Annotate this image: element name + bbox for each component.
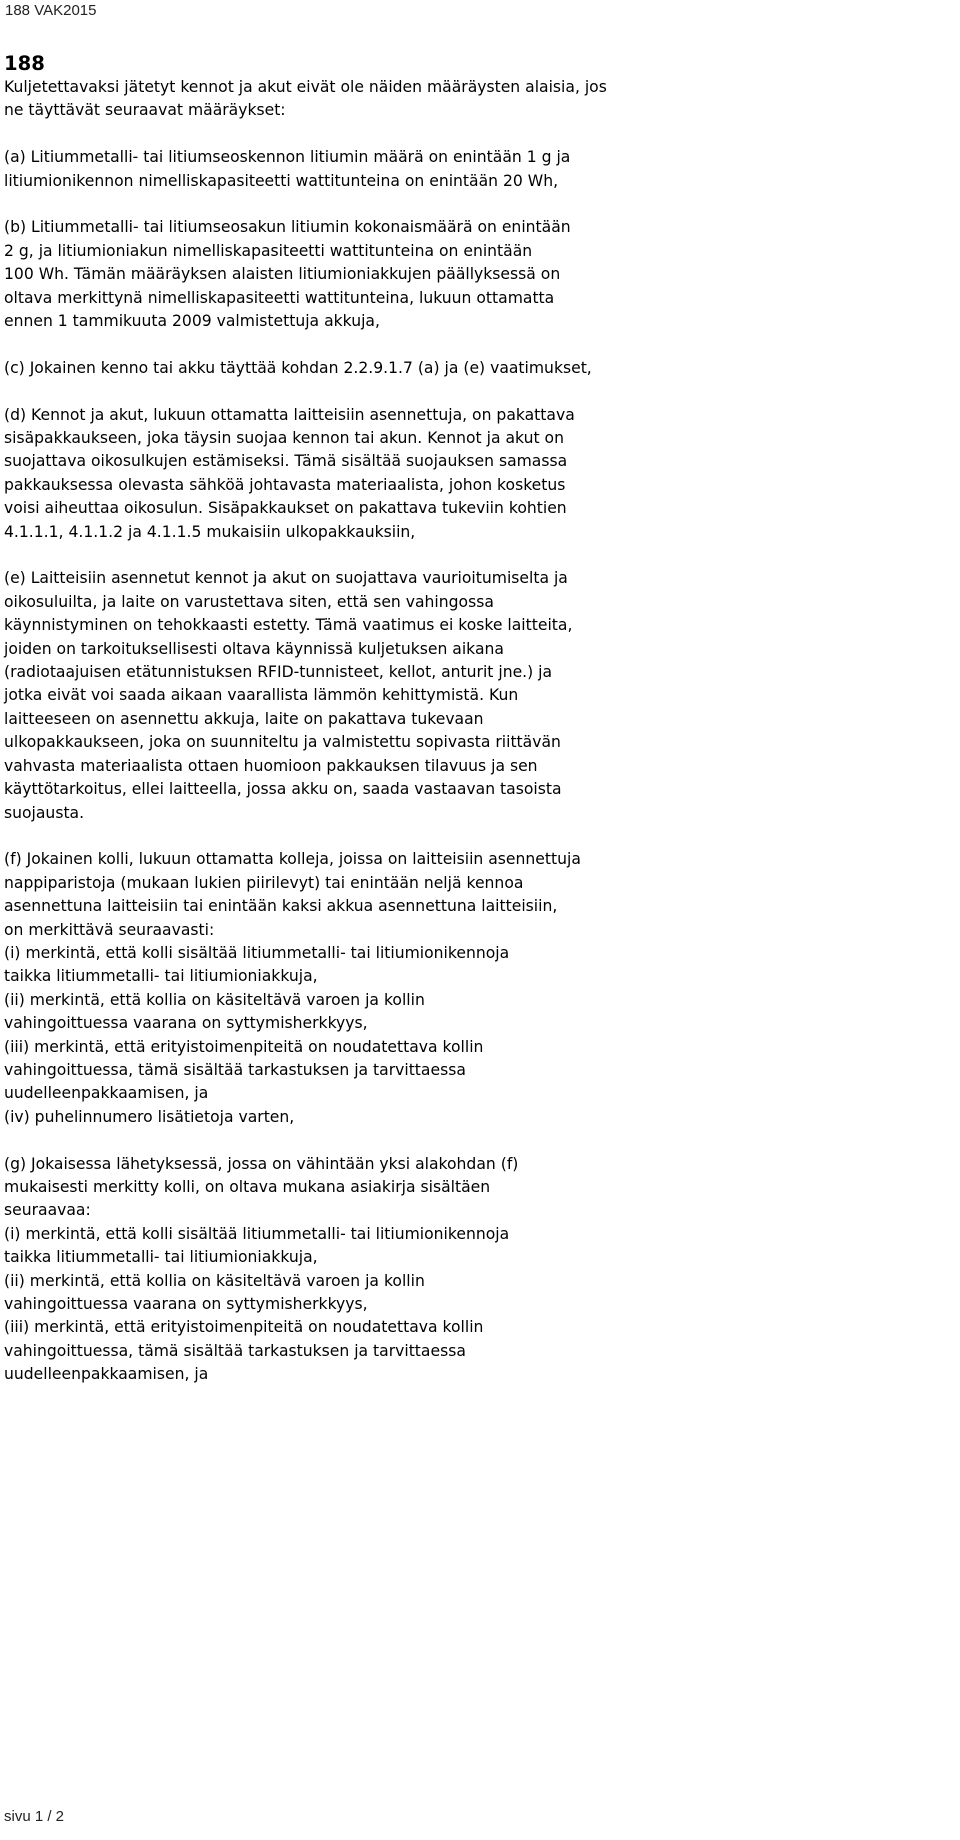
document-paragraph (4, 76, 954, 123)
paragraph-line: suojausta. (4, 803, 85, 822)
document-paragraph (4, 404, 954, 544)
page-header-title: 188 VAK2015 (5, 2, 97, 19)
paragraph-line: joiden on tarkoituksellisesti oltava käynnissä kuljetuksen aikana (4, 639, 504, 658)
paragraph-line: (e) Laitteisiin asennetut kennot ja akut on suojattava vaurioitumiselta ja (4, 569, 568, 588)
paragraph-line: vahingoittuessa vaarana on syttymisherkkyys, (4, 1014, 368, 1033)
paragraph-line: litiumionikennon nimelliskapasiteetti wattitunteina on enintään 20 Wh, (4, 171, 559, 190)
paragraph-line: vahvasta materiaalista ottaen huomioon pakkauksen tilavuus ja sen (4, 756, 538, 775)
paragraph-line: 4.1.1.1, 4.1.1.2 ja 4.1.1.5 mukaisiin ulkopakkauksiin, (4, 522, 416, 541)
paragraph-line: (ii) merkintä, että kollia on käsiteltävä varoen ja kollin (4, 990, 425, 1009)
paragraph-line: (b) Litiummetalli- tai litiumseosakun litiumin kokonaismäärä on enintään (4, 218, 571, 237)
paragraph-line: mukaisesti merkitty kolli, on oltava mukana asiakirja sisältäen (4, 1177, 491, 1196)
paragraph-line: uudelleenpakkaamisen, ja (4, 1365, 209, 1384)
paragraph-line: (c) Jokainen kenno tai akku täyttää kohdan 2.2.9.1.7 (a) ja (e) vaatimukset, (4, 358, 592, 377)
paragraph-line: 100 Wh. Tämän määräyksen alaisten litiumioniakkujen päällyksessä on (4, 265, 561, 284)
paragraph-line: (iv) puhelinnumero lisätietoja varten, (4, 1107, 295, 1126)
paragraph-line: nappiparistoja (mukaan lukien piirilevyt) tai enintään neljä kennoa (4, 873, 524, 892)
paragraph-line: laitteeseen on asennettu akkuja, laite on pakattava tukevaan (4, 709, 484, 728)
paragraph-line: (i) merkintä, että kolli sisältää litiummetalli- tai litiumionikennoja (4, 943, 510, 962)
page-footer-label: sivu 1 / 2 (4, 1808, 65, 1825)
paragraph-line: 2 g, ja litiumioniakun nimelliskapasiteetti wattitunteina on enintään (4, 241, 533, 260)
paragraph-line: vahingoittuessa, tämä sisältää tarkastuksen ja tarvittaessa (4, 1341, 466, 1360)
paragraph-line: taikka litiummetalli- tai litiumioniakkuja, (4, 967, 318, 986)
paragraph-line: (iii) merkintä, että erityistoimenpiteitä on noudatettava kollin (4, 1037, 484, 1056)
paragraph-line: (a) Litiummetalli- tai litiumseoskennon litiumin määrä on enintään 1 g ja (4, 148, 571, 167)
paragraph-line: sisäpakkaukseen, joka täysin suojaa kennon tai akun. Kennot ja akut on (4, 429, 564, 448)
paragraph-line: pakkauksessa olevasta sähköä johtavasta materiaalista, johon kosketus (4, 475, 566, 494)
paragraph-line: oltava merkittynä nimelliskapasiteetti wattitunteina, lukuun ottamatta (4, 288, 555, 307)
paragraph-line: vahingoittuessa vaarana on syttymisherkkyys, (4, 1295, 368, 1314)
paragraph-line: (radiotaajuisen etätunnistuksen RFID-tunnisteet, kellot, anturit jne.) ja (4, 663, 553, 682)
paragraph-line: voisi aiheuttaa oikosulun. Sisäpakkaukset on pakattava tukeviin kohtien (4, 499, 567, 518)
paragraph-line: (iii) merkintä, että erityistoimenpiteitä on noudatettava kollin (4, 1318, 484, 1337)
document-paragraph (4, 848, 954, 1129)
paragraph-line: (f) Jokainen kolli, lukuun ottamatta kolleja, joissa on laitteisiin asennettuja (4, 850, 581, 869)
paragraph-line: uudelleenpakkaamisen, ja (4, 1084, 209, 1103)
paragraph-line: vahingoittuessa, tämä sisältää tarkastuksen ja tarvittaessa (4, 1060, 466, 1079)
paragraph-line: (ii) merkintä, että kollia on käsiteltävä varoen ja kollin (4, 1271, 425, 1290)
paragraph-line: seuraavaa: (4, 1201, 91, 1220)
paragraph-line: Kuljetettavaksi jätetyt kennot ja akut eivät ole näiden määräysten alaisia, jos (4, 78, 607, 96)
document-paragraph (4, 1153, 954, 1387)
paragraph-line: (d) Kennot ja akut, lukuun ottamatta laitteisiin asennettuja, on pakattava (4, 405, 575, 424)
paragraph-line: oikosuluilta, ja laite on varustettava siten, että sen vahingossa (4, 592, 494, 611)
document-paragraph (4, 216, 954, 333)
paragraph-line: (g) Jokaisessa lähetyksessä, jossa on vähintään yksi alakohdan (f) (4, 1154, 519, 1173)
paragraph-line: taikka litiummetalli- tai litiumioniakkuja, (4, 1248, 318, 1267)
paragraph-line: ulkopakkaukseen, joka on suunniteltu ja valmistettu sopivasta riittävän (4, 733, 561, 752)
document-body (4, 76, 954, 1410)
paragraph-line: suojattava oikosulkujen estämiseksi. Tämä sisältää suojauksen samassa (4, 452, 568, 471)
paragraph-line: käynnistyminen on tehokkaasti estetty. Tämä vaatimus ei koske laitteita, (4, 616, 573, 635)
paragraph-line: ne täyttävät seuraavat määräykset: (4, 101, 286, 120)
document-paragraph (4, 567, 954, 824)
paragraph-line: on merkittävä seuraavasti: (4, 920, 215, 939)
paragraph-line: (i) merkintä, että kolli sisältää litiummetalli- tai litiumionikennoja (4, 1224, 510, 1243)
document-number: 188 (4, 52, 45, 75)
paragraph-line: ennen 1 tammikuuta 2009 valmistettuja akkuja, (4, 312, 380, 331)
paragraph-line: asennettuna laitteisiin tai enintään kaksi akkua asennettuna laitteisiin, (4, 897, 558, 916)
document-paragraph (4, 146, 954, 193)
paragraph-line: käyttötarkoitus, ellei laitteella, jossa akku on, saada vastaavan tasoista (4, 780, 562, 799)
paragraph-line: jotka eivät voi saada aikaan vaarallista lämmön kehittymistä. Kun (4, 686, 519, 705)
document-paragraph (4, 357, 954, 380)
